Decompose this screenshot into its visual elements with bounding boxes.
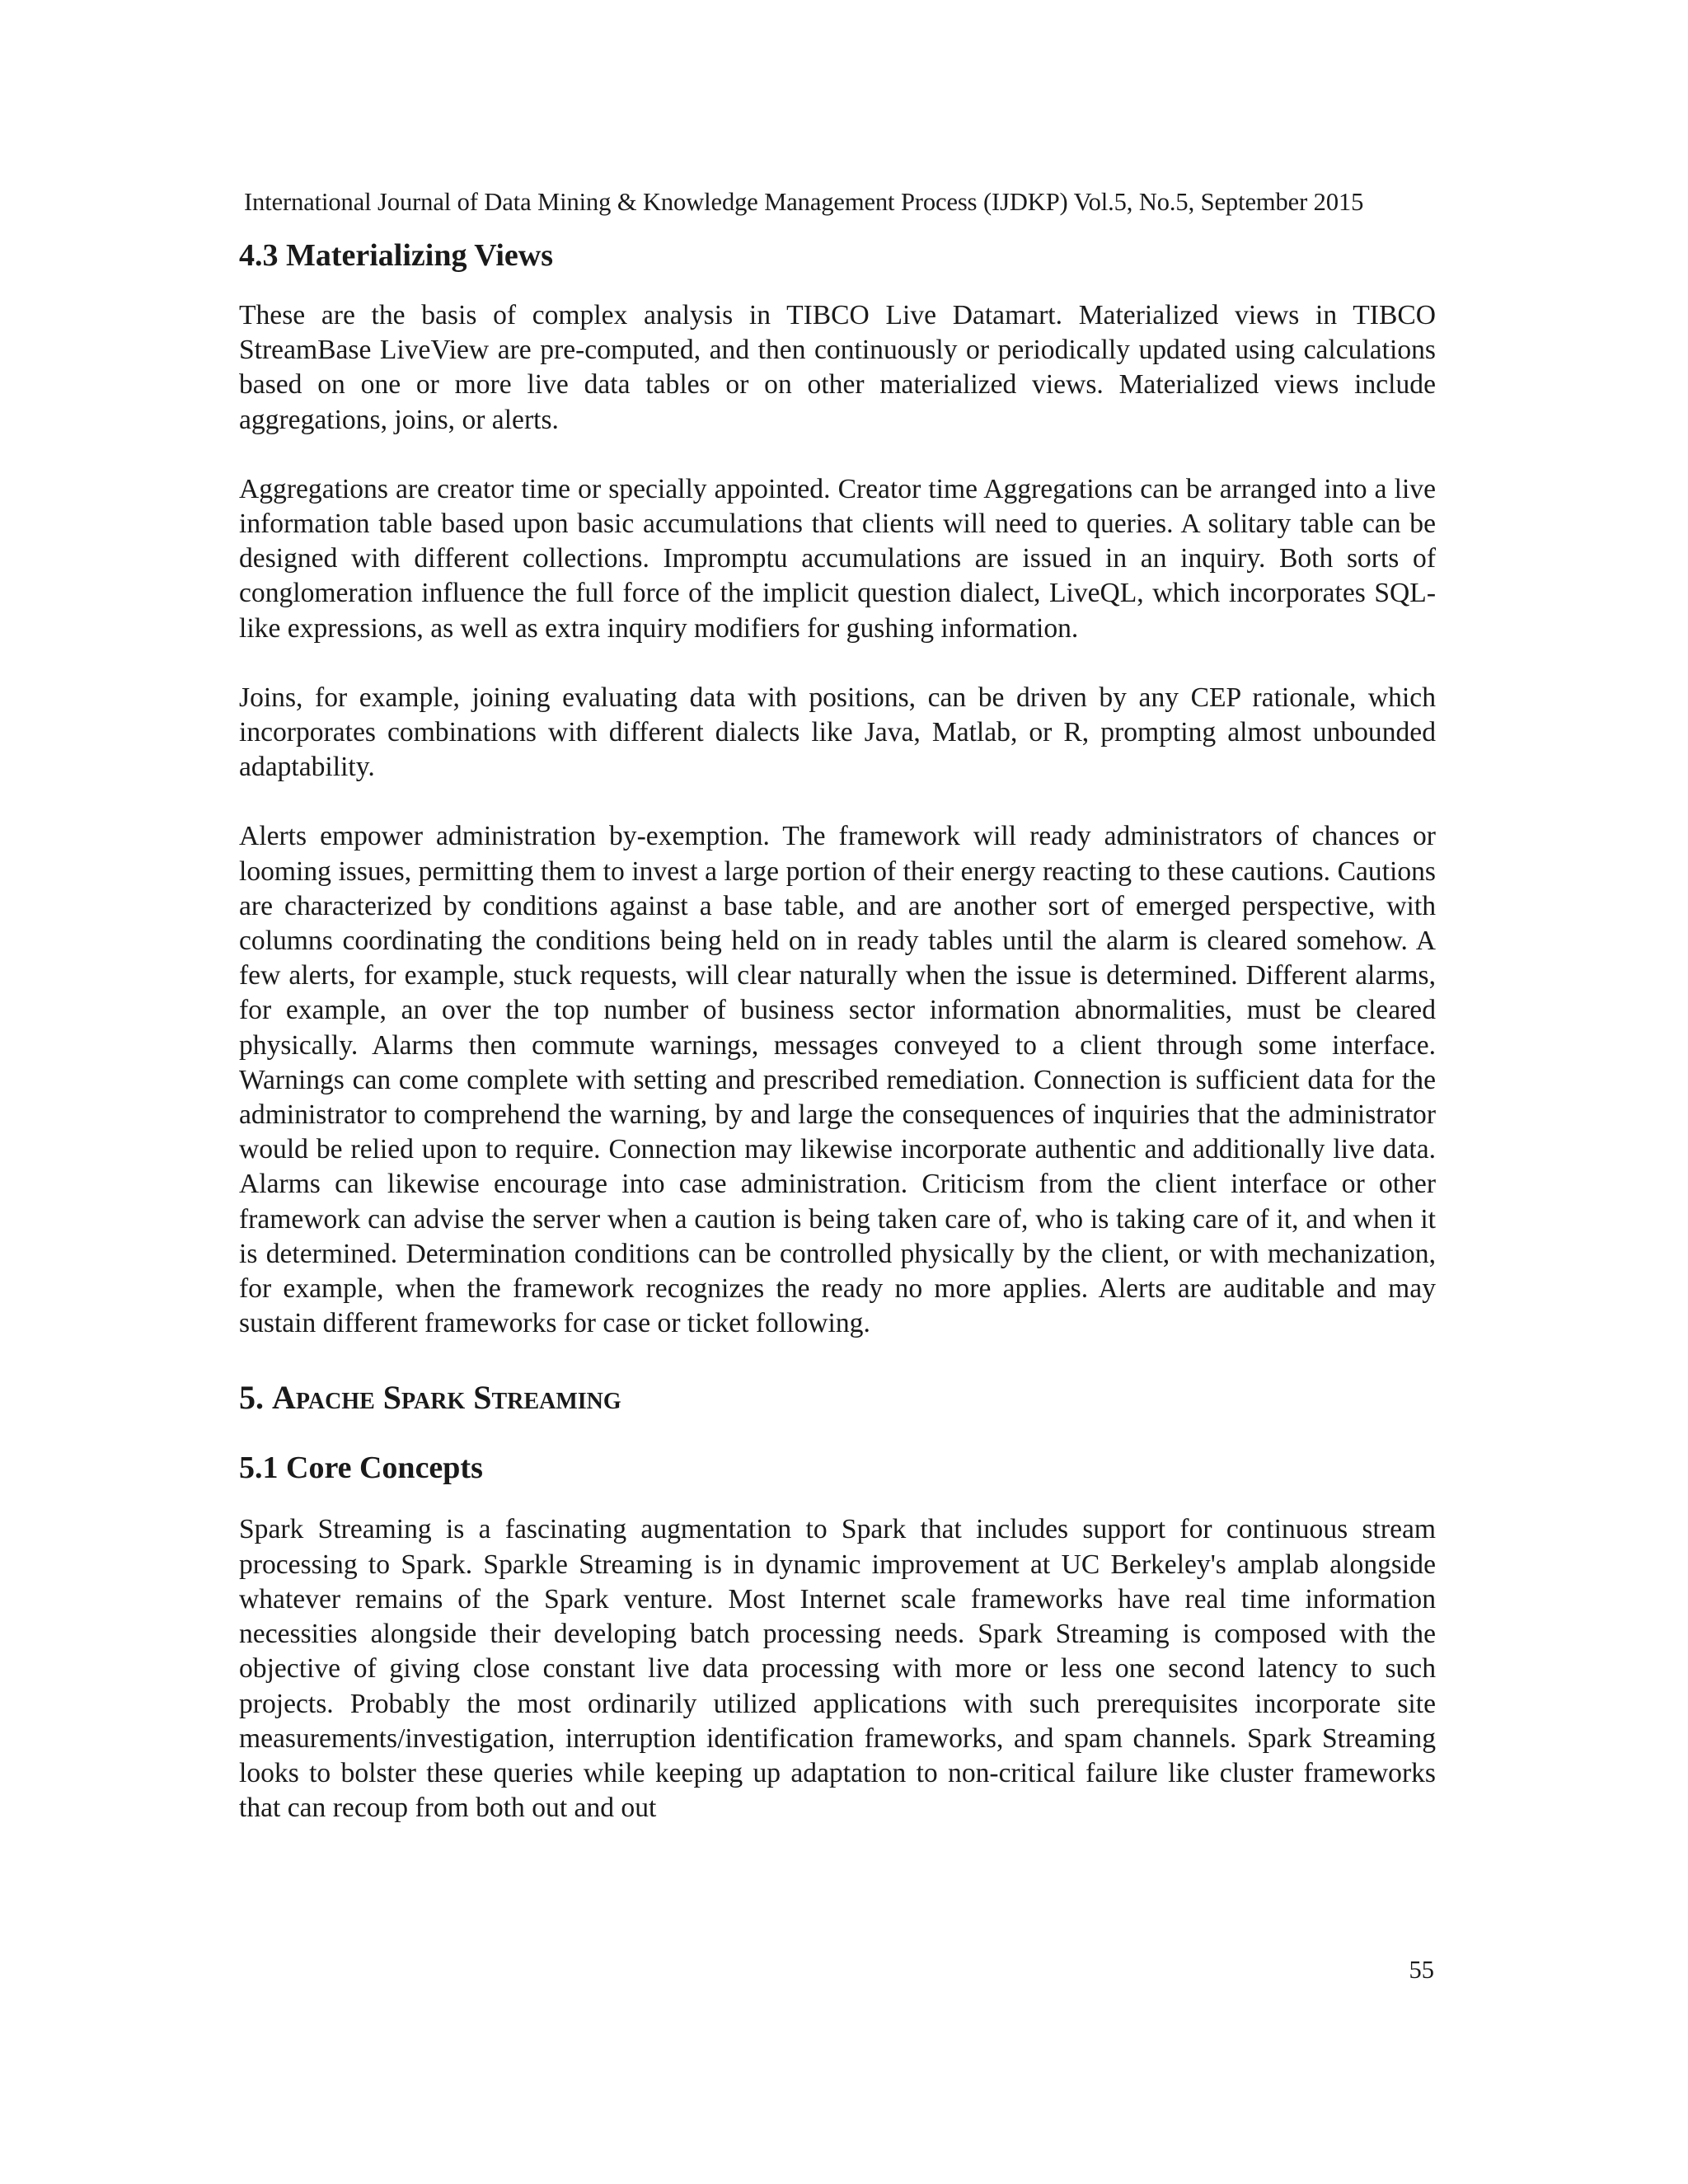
running-header: International Journal of Data Mining & Knowledge Management Process (IJDKP) Vol.5, No.5, September 2015 [244, 188, 1364, 216]
chapter-heading-5 [239, 1377, 1436, 1418]
chapter-title: Apache Spark Streaming [272, 1379, 621, 1417]
section-heading-5-1: 5.1 Core Concepts [239, 1451, 483, 1486]
paragraph-aggregations: Aggregations are creator time or specially appointed. Creator time Aggregations can be arranged into a live information table based upon basic accumulations that clients will need to queries. A solitary table can be designed with different collections. Impromptu accumulations are issued in an inquiry. Both sorts of conglomeration influence the full force of the implicit question dialect, LiveQL, which incorporates SQL-like expressions, as well as extra inquiry modifiers for gushing information. [239, 473, 1436, 644]
section-heading-4-3: 4.3 Materializing Views [239, 238, 553, 273]
page-content [239, 236, 1436, 1825]
paragraph-alerts: Alerts empower administration by-exemption. The framework will ready administrators of chances or looming issues, permitting them to invest a large portion of their energy reacting to these cautions. Cautions are characterized by conditions against a base table, and are another sort of emerged perspective, with columns coordinating the conditions being held on in ready tables until the alarm is cleared somehow. A few alerts, for example, stuck requests, will clear naturally when the issue is determined. Different alarms, for example, an over the top number of business sector information abnormalities, must be cleared physically. Alarms then commute warnings, messages conveyed to a client through some interface. Warnings can come complete with setting and prescribed remediation. Connection is sufficient data for the administrator to comprehend the warning, by and large the consequences of inquiries that the administrator would be relied upon to require. Connection may likewise incorporate authentic and additionally live data. Alarms can likewise encourage into case administration. Criticism from the client interface or other framework can advise the server when a caution is being taken care of, who is taking care of it, and when it is determined. Determination conditions can be controlled physically by the client, or with mechanization, for example, when the framework recognizes the ready no more applies. Alerts are auditable and may sustain different frameworks for case or ticket following. [239, 821, 1436, 1339]
chapter-number: 5. [239, 1379, 272, 1417]
paragraph-spark-streaming: Spark Streaming is a fascinating augmentation to Spark that includes support for continuous stream processing to Spark. Sparkle Streaming is in dynamic improvement at UC Berkeley's amplab alongside whatever remains of the Spark venture. Most Internet scale frameworks have real time information necessities alongside their developing batch processing needs. Spark Streaming is composed with the objective of giving close constant live data processing with more or less one second latency to such projects. Probably the most ordinarily utilized applications with such prerequisites incorporate site measurements/investigation, interruption identification frameworks, and spam channels. Spark Streaming looks to bolster these queries while keeping up adaptation to non-critical failure like cluster frameworks that can recoup from both out and out [239, 1514, 1436, 1824]
page-number: 55 [1409, 1956, 1434, 1984]
paragraph-joins: Joins, for example, joining evaluating data with positions, can be driven by any CEP rationale, which incorporates combinations with different dialects like Java, Matlab, or R, prompting almost unbounded adaptability. [239, 682, 1436, 783]
paragraph-materialized-views: These are the basis of complex analysis in TIBCO Live Datamart. Materialized views in TIBCO StreamBase LiveView are pre-computed, and then continuously or periodically updated using calculations based on one or more live data tables or on other materialized views. Materialized views include aggregations, joins, or alerts. [239, 300, 1436, 435]
